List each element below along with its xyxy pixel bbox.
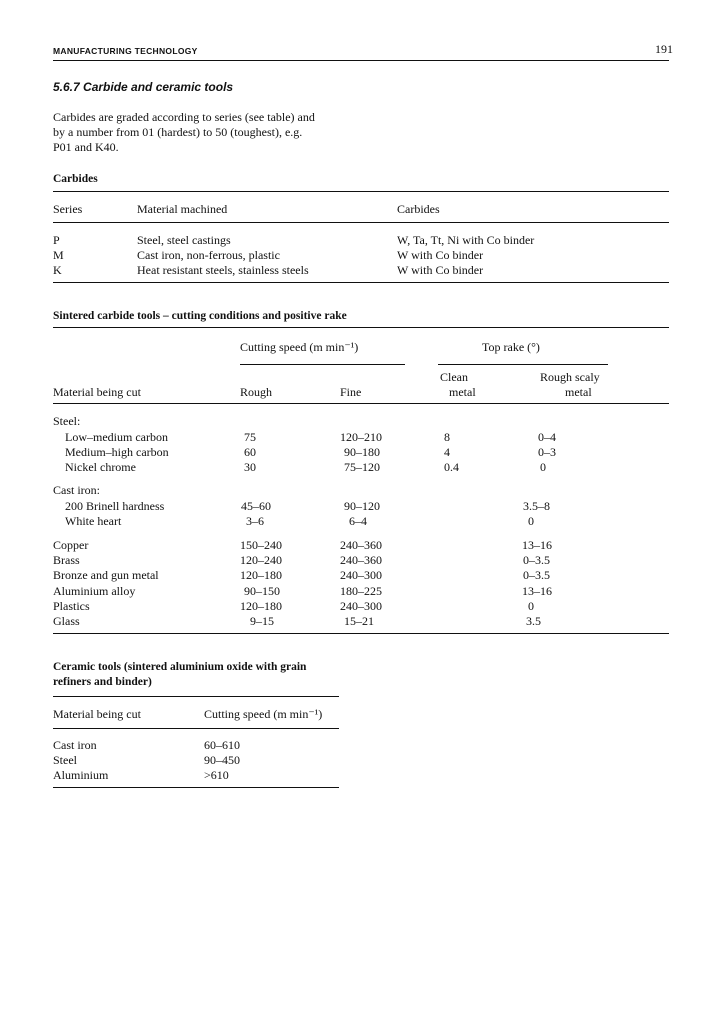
table-cell: 240–360 [340, 538, 382, 552]
ceramic-header-speed: Cutting speed (m min⁻¹) [204, 707, 323, 721]
table-cell: Low–medium carbon [65, 430, 168, 444]
table-cell: 240–300 [340, 568, 382, 582]
table-cell: 3–6 [246, 514, 264, 528]
table-cell: 90–120 [344, 499, 380, 513]
table-cell: 90–150 [244, 584, 280, 598]
col-material: Material being cut [53, 385, 141, 399]
table-cell: 0 [528, 599, 534, 613]
sintered-top-rule [53, 327, 669, 328]
table-cell: Glass [53, 614, 80, 628]
table-cell: 4 [444, 445, 450, 459]
table-cell: 200 Brinell hardness [65, 499, 165, 513]
table-cell: White heart [65, 514, 122, 528]
carbides-header-material: Material machined [137, 202, 228, 216]
table-cell: Steel [53, 753, 77, 767]
table-cell: 120–180 [240, 599, 282, 613]
sintered-bottom-rule [53, 633, 669, 634]
carbides-top-rule [53, 191, 669, 192]
table-cell: 6–4 [349, 514, 367, 528]
table-cell: Brass [53, 553, 80, 567]
table-cell: Aluminium alloy [53, 584, 136, 598]
table-cell: 90–180 [344, 445, 380, 459]
table-cell: Steel, steel castings [137, 233, 231, 247]
carbides-header-series: Series [53, 202, 83, 216]
table-cell: Plastics [53, 599, 90, 613]
table-cell: W, Ta, Tt, Ni with Co binder [397, 233, 535, 247]
speed-group-header: Cutting speed (m min⁻¹) [240, 340, 359, 354]
speed-group-rule [240, 364, 405, 365]
table-cell: 60–610 [204, 738, 240, 752]
ceramic-bottom-rule [53, 787, 339, 788]
col-scaly-line2: metal [565, 385, 592, 399]
table-cell: 0 [540, 460, 546, 474]
table-cell: 150–240 [240, 538, 282, 552]
table-cell: Cast iron, non-ferrous, plastic [137, 248, 280, 262]
ceramic-title-line: refiners and binder) [53, 676, 152, 688]
intro-line: by a number from 01 (hardest) to 50 (toughest), e.g. [53, 125, 303, 139]
col-rough: Rough [240, 385, 273, 399]
table-cell: 15–21 [344, 614, 374, 628]
table-cell: Medium–high carbon [65, 445, 169, 459]
table-cell: 45–60 [241, 499, 271, 513]
table-cell: Copper [53, 538, 89, 552]
table-cell: 240–360 [340, 553, 382, 567]
table-cell: 9–15 [250, 614, 274, 628]
carbides-table-title: Carbides [53, 173, 98, 185]
sintered-table-title: Sintered carbide tools – cutting conditions and positive rake [53, 310, 347, 322]
ceramic-top-rule [53, 696, 339, 697]
table-cell: 13–16 [522, 584, 552, 598]
table-cell: K [53, 263, 62, 277]
table-cell: 75 [244, 430, 256, 444]
sintered-header-rule [53, 403, 669, 404]
running-head: MANUFACTURING TECHNOLOGY [53, 46, 198, 56]
table-cell: Nickel chrome [65, 460, 136, 474]
table-cell: 60 [244, 445, 256, 459]
table-cell: 90–450 [204, 753, 240, 767]
intro-line: P01 and K40. [53, 140, 119, 154]
table-cell: Cast iron [53, 738, 97, 752]
table-cell: P [53, 233, 60, 247]
table-cell: Bronze and gun metal [53, 568, 159, 582]
table-cell: Aluminium [53, 768, 109, 782]
table-cell: 0 [528, 514, 534, 528]
table-cell: W with Co binder [397, 248, 484, 262]
ceramic-header-material: Material being cut [53, 707, 141, 721]
intro-paragraph [53, 110, 363, 155]
col-clean-line2: metal [449, 385, 476, 399]
table-cell: Heat resistant steels, stainless steels [137, 263, 309, 277]
header-rule [53, 60, 669, 61]
rake-group-header: Top rake (°) [482, 340, 540, 354]
table-cell: 120–210 [340, 430, 382, 444]
col-clean-line1: Clean [440, 370, 468, 384]
table-cell: 0.4 [444, 460, 459, 474]
group-label-cast-iron: Cast iron: [53, 483, 100, 497]
ceramic-table-title [53, 660, 306, 690]
table-cell: 240–300 [340, 599, 382, 613]
table-cell: 13–16 [522, 538, 552, 552]
table-cell: 0–3.5 [523, 553, 550, 567]
table-cell: 120–180 [240, 568, 282, 582]
page-number: 191 [655, 42, 673, 56]
table-cell: W with Co binder [397, 263, 484, 277]
table-cell: >610 [204, 768, 229, 782]
table-cell: 3.5–8 [523, 499, 550, 513]
carbides-header-carbides: Carbides [397, 202, 440, 216]
table-cell: 8 [444, 430, 450, 444]
table-cell: 0–3 [538, 445, 556, 459]
carbides-bottom-rule [53, 282, 669, 283]
table-cell: M [53, 248, 64, 262]
table-cell: 3.5 [526, 614, 541, 628]
col-fine: Fine [340, 385, 362, 399]
table-cell: 120–240 [240, 553, 282, 567]
col-scaly-line1: Rough scaly [540, 370, 600, 384]
table-cell: 30 [244, 460, 256, 474]
ceramic-title-line: Ceramic tools (sintered aluminium oxide with grain [53, 661, 307, 673]
carbides-header-rule [53, 222, 669, 223]
intro-line: Carbides are graded according to series (see table) and [53, 110, 315, 124]
section-title: 5.6.7 Carbide and ceramic tools [53, 80, 234, 94]
rake-group-rule [438, 364, 608, 365]
table-cell: 0–3.5 [523, 568, 550, 582]
table-cell: 180–225 [340, 584, 382, 598]
table-cell: 75–120 [344, 460, 380, 474]
ceramic-header-rule [53, 728, 339, 729]
group-label-steel: Steel: [53, 414, 81, 428]
table-cell: 0–4 [538, 430, 556, 444]
